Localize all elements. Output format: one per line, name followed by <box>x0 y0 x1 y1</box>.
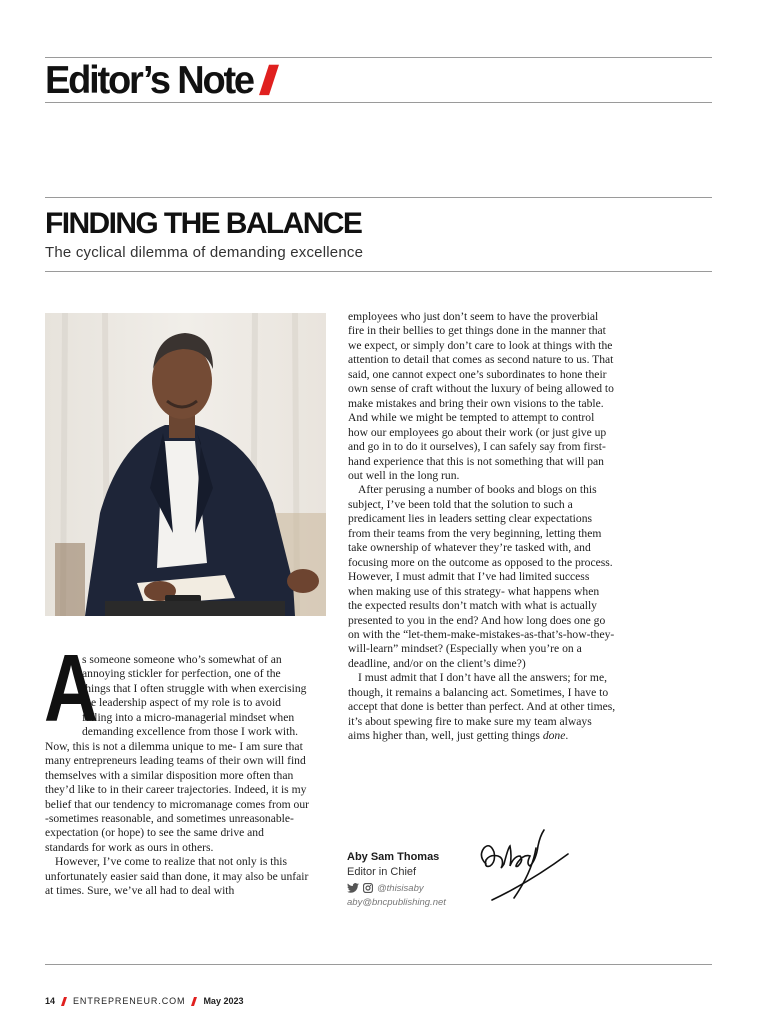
section-title-text: Editor’s Note <box>45 59 253 103</box>
article-column-right <box>348 310 616 744</box>
twitter-icon[interactable] <box>347 883 359 893</box>
drop-cap: A <box>44 635 96 742</box>
section-title-rule <box>45 102 712 103</box>
red-slash-icon <box>259 65 279 96</box>
paragraph-1-text: s someone someone who’s somewhat of an annoying stickler for perfection, one of the things that I often struggle with when exercising the leadership aspect of my role is to avoid falling into a micro-managerial mindset when demanding excellence from those I work with. Now, this is not a dilemma unique to me- I am sure that many entrepreneurs leading teams of their own will find themselves with a similar disposition more often than they’d like to in their career trajectories. Indeed, it is my belief that our tendency to micromanage comes from our -sometimes reasonable, and sometimes unreasonable- expectation (or hope) to see the same drive and standards for work as ours in others. <box>45 653 309 854</box>
author-email[interactable]: aby@bncpublishing.net <box>347 897 446 908</box>
editor-photo <box>45 313 326 616</box>
author-role: Editor in Chief <box>347 866 417 878</box>
paragraph-1 <box>44 635 309 855</box>
footer-site[interactable]: ENTREPRENEUR.COM <box>73 996 186 1006</box>
closing-period: . <box>565 729 569 743</box>
instagram-icon[interactable] <box>363 883 373 893</box>
red-slash-icon <box>61 997 67 1006</box>
red-slash-icon <box>191 997 197 1006</box>
page-number: 14 <box>45 996 56 1006</box>
footer-date: May 2023 <box>203 996 244 1006</box>
footer-rule <box>45 964 712 965</box>
handwritten-signature <box>474 826 574 906</box>
top-rule <box>45 57 712 58</box>
author-social <box>347 881 424 895</box>
headline-bottom-rule <box>45 271 712 272</box>
section-title <box>45 60 279 103</box>
headline-top-rule <box>45 197 712 198</box>
paragraph-5 <box>348 671 616 743</box>
author-name: Aby Sam Thomas <box>347 851 440 863</box>
article-headline: FINDING THE BALANCE <box>45 207 362 240</box>
article-column-left <box>44 635 309 899</box>
paragraph-5-text: I must admit that I don’t have all the answers; for me, though, it remains a balancing act. Sometimes, I have to accept that done is better than perfect. And at other times, it’s about spewing fire to make sure my team always aims higher than, well, just getting things <box>348 671 616 743</box>
author-handle[interactable]: @thisisaby <box>377 882 424 894</box>
paragraph-2: However, I’ve come to realize that not only is this unfortunately easier said than done, it may also be unfair at times. Sure, we’ve all had to deal with <box>45 855 309 898</box>
closing-emphasis: done <box>542 729 566 743</box>
article-subhead: The cyclical dilemma of demanding excellence <box>45 244 364 261</box>
paragraph-3: employees who just don’t seem to have the proverbial fire in their bellies to get things done in the manner that we expect, or simply don’t care to look at things with the attention to detail that comes as second nature to us. That said, one cannot expect one’s subordinates to hone their own sense of craft without the luxury of being allowed to make mistakes and bring their own visions to the table. And while we might be tempted to attempt to control how our employees go about their work (or just give up and go in to do it ourselves), I can safely say from first-hand experience that this is not something that will pan out well in the long run. <box>348 310 614 482</box>
page-footer <box>45 994 243 1008</box>
paragraph-4: After perusing a number of books and blogs on this subject, I’ve been told that the solution to such a predicament lies in leaders setting clear expectations from their teams from the very beginning, letting them take ownership of whatever they’re tasked with, and focusing more on the outcome as opposed to the process. However, I must admit that I’ve had limited success when making use of this strategy- what happens when the expected results don’t match with what is actually presented to you in the end? And how long does one go on with the “let-them-make-mistakes-as-that’s-how-they-will-learn” mindset? (Especially when you’re on a deadline, and/or on the client’s dime?) <box>348 483 615 670</box>
